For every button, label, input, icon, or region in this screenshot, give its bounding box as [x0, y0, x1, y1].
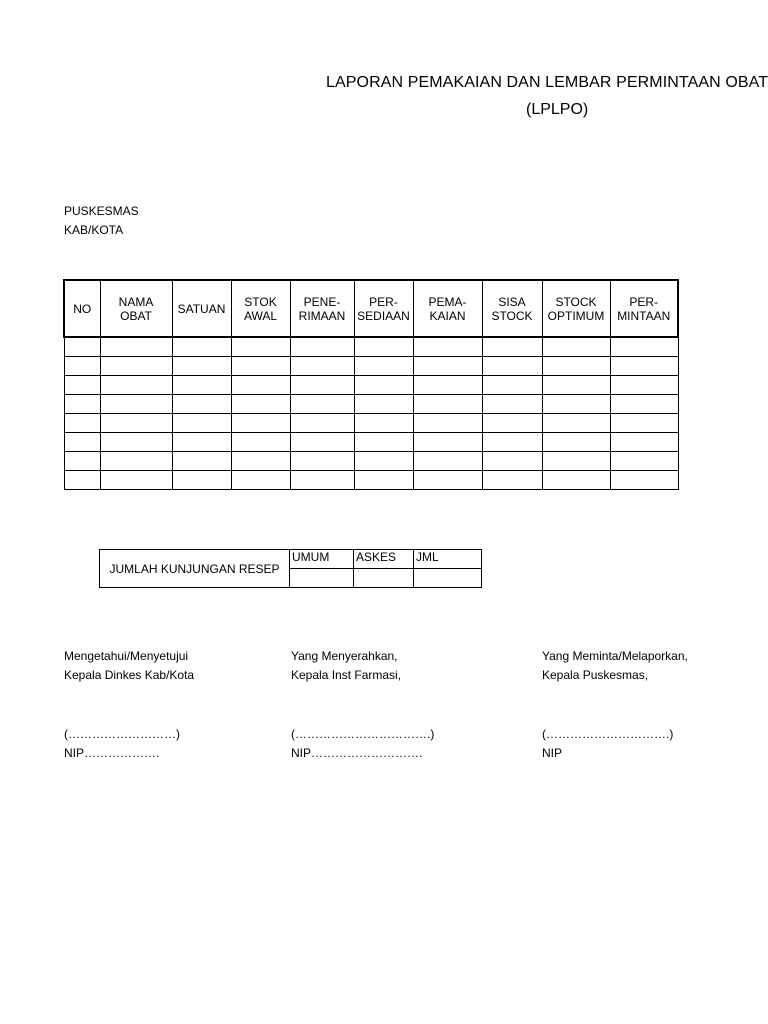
header-permintaan: PER- MINTAAN [610, 280, 678, 337]
table-cell [290, 376, 354, 395]
table-cell [100, 471, 172, 490]
table-cell [413, 337, 482, 357]
table-cell [100, 395, 172, 414]
kunjungan-umum-header: UMUM [290, 550, 354, 569]
table-cell [64, 452, 100, 471]
table-cell [354, 452, 413, 471]
table-cell [354, 357, 413, 376]
table-row [64, 471, 678, 490]
table-cell [231, 414, 290, 433]
table-cell [172, 414, 231, 433]
kunjungan-resep-table [99, 549, 482, 588]
header-stock-optimum: STOCK OPTIMUM [542, 280, 610, 337]
table-cell [64, 433, 100, 452]
table-cell [542, 452, 610, 471]
table-cell [610, 433, 678, 452]
header-penerimaan: PENE- RIMAAN [290, 280, 354, 337]
table-cell [482, 395, 542, 414]
signature-position: Kepala Inst Farmasi, [291, 668, 402, 682]
header-nama-obat: NAMA OBAT [100, 280, 172, 337]
table-cell [231, 357, 290, 376]
lplpo-table [63, 279, 679, 490]
table-cell [100, 452, 172, 471]
signature-title: Yang Meminta/Melaporkan, [542, 649, 688, 663]
table-cell [482, 452, 542, 471]
table-cell [172, 357, 231, 376]
kunjungan-resep-label: JUMLAH KUNJUNGAN RESEP [100, 550, 290, 588]
table-cell [290, 414, 354, 433]
kunjungan-jml-header: JML [414, 550, 482, 569]
table-cell [64, 471, 100, 490]
kab-kota-label: KAB/KOTA [64, 223, 124, 237]
table-row [64, 433, 678, 452]
table-cell [100, 376, 172, 395]
table-cell [290, 471, 354, 490]
table-cell [413, 471, 482, 490]
table-cell [542, 337, 610, 357]
table-cell [100, 337, 172, 357]
table-cell [413, 376, 482, 395]
signature-position: Kepala Puskesmas, [542, 668, 649, 682]
table-cell [290, 395, 354, 414]
signature-name-line: (…………………………….) [291, 727, 435, 741]
signature-nip: NIP………………. [64, 746, 160, 760]
signature-block-dinkes [64, 647, 264, 763]
table-cell [64, 414, 100, 433]
table-cell [100, 357, 172, 376]
table-cell [231, 337, 290, 357]
table-cell [231, 433, 290, 452]
header-pemakaian: PEMA- KAIAN [413, 280, 482, 337]
table-cell [610, 337, 678, 357]
table-cell [542, 357, 610, 376]
report-subtitle: (LPLPO) [526, 101, 589, 118]
table-row [64, 452, 678, 471]
table-cell [354, 395, 413, 414]
header-stok-awal: STOK AWAL [231, 280, 290, 337]
table-cell [231, 376, 290, 395]
table-cell [482, 471, 542, 490]
table-cell [610, 471, 678, 490]
table-cell [172, 376, 231, 395]
table-cell [172, 337, 231, 357]
table-cell [354, 414, 413, 433]
table-cell [64, 357, 100, 376]
table-cell [610, 357, 678, 376]
table-cell [231, 452, 290, 471]
table-cell [172, 452, 231, 471]
table-cell [610, 395, 678, 414]
table-cell [413, 414, 482, 433]
table-cell [482, 357, 542, 376]
table-cell [100, 414, 172, 433]
table-cell [172, 395, 231, 414]
table-row [64, 395, 678, 414]
signature-nip: NIP [542, 746, 563, 760]
table-cell [610, 452, 678, 471]
table-cell [413, 433, 482, 452]
puskesmas-label: PUSKESMAS [64, 204, 139, 218]
table-cell [354, 471, 413, 490]
table-row [64, 337, 678, 357]
header-sisa-stock: SISA STOCK [482, 280, 542, 337]
table-cell [542, 471, 610, 490]
table-row [64, 357, 678, 376]
header-satuan: SATUAN [172, 280, 231, 337]
table-cell [413, 357, 482, 376]
kunjungan-jml-cell [414, 569, 482, 588]
signature-position: Kepala Dinkes Kab/Kota [64, 668, 195, 682]
kunjungan-askes-header: ASKES [354, 550, 414, 569]
kunjungan-askes-cell [354, 569, 414, 588]
signature-block-farmasi [291, 647, 511, 763]
signature-name-line: (………………………….) [542, 727, 674, 741]
signature-nip: NIP………………………. [291, 746, 423, 760]
table-cell [172, 433, 231, 452]
table-cell [542, 414, 610, 433]
report-title: LAPORAN PEMAKAIAN DAN LEMBAR PERMINTAAN OBAT [326, 74, 768, 91]
kunjungan-umum-cell [290, 569, 354, 588]
table-cell [413, 452, 482, 471]
signature-title: Mengetahui/Menyetujui [64, 649, 189, 663]
table-cell [64, 376, 100, 395]
table-cell [231, 471, 290, 490]
table-cell [413, 395, 482, 414]
table-cell [290, 357, 354, 376]
table-cell [542, 433, 610, 452]
signature-block-puskesmas [542, 647, 688, 763]
signature-name-line: (………………………) [64, 727, 180, 741]
table-row [64, 376, 678, 395]
table-cell [172, 471, 231, 490]
table-cell [610, 414, 678, 433]
table-cell [482, 337, 542, 357]
table-row [64, 414, 678, 433]
table-cell [290, 337, 354, 357]
table-cell [542, 376, 610, 395]
table-cell [231, 395, 290, 414]
table-cell [100, 433, 172, 452]
table-cell [64, 337, 100, 357]
table-cell [542, 395, 610, 414]
signature-title: Yang Menyerahkan, [291, 649, 398, 663]
table-cell [64, 395, 100, 414]
table-cell [290, 452, 354, 471]
table-header-row [64, 280, 678, 337]
table-cell [610, 376, 678, 395]
table-cell [482, 414, 542, 433]
table-cell [354, 337, 413, 357]
table-cell [290, 433, 354, 452]
table-cell [482, 376, 542, 395]
table-cell [354, 376, 413, 395]
table-cell [354, 433, 413, 452]
header-persediaan: PER- SEDIAAN [354, 280, 413, 337]
header-no: NO [64, 280, 100, 337]
table-cell [482, 433, 542, 452]
